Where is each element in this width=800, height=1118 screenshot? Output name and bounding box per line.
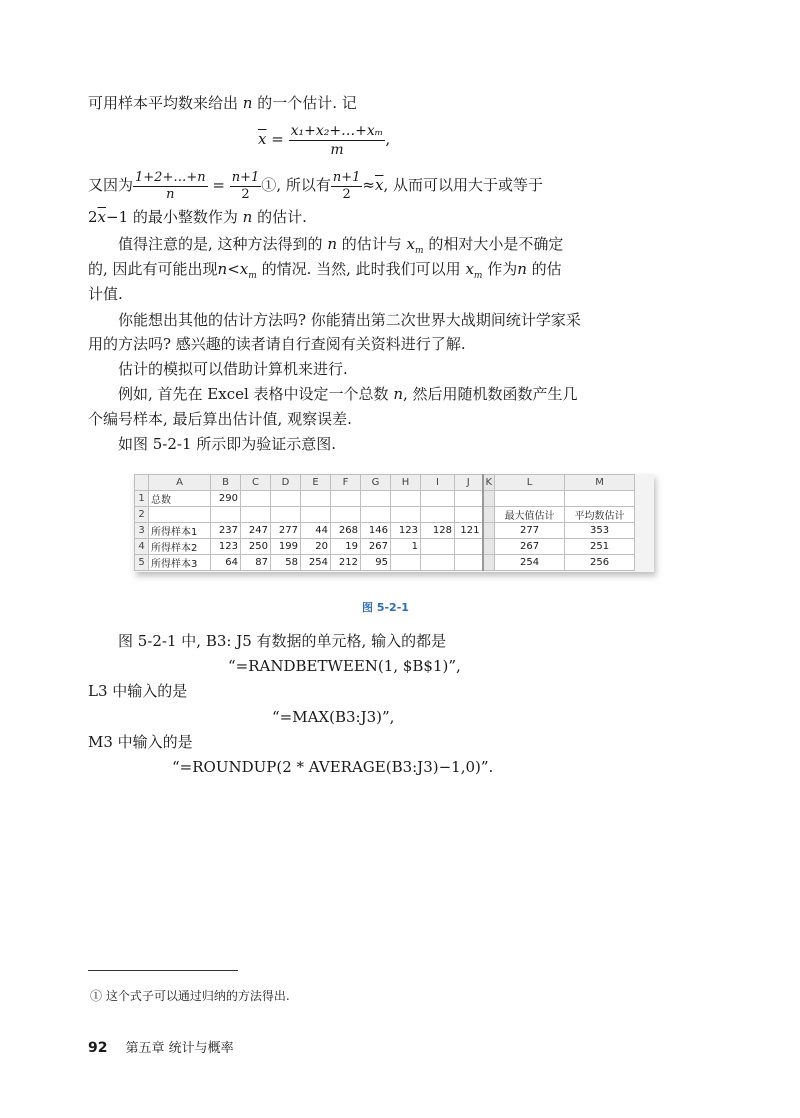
subscript-m: m [473, 271, 483, 281]
cell-max-estimate[interactable]: 最大值估计 [495, 507, 565, 523]
fraction-numerator: 1+2+…+n [135, 169, 206, 185]
text: 的, 因此有可能出现 [88, 260, 218, 278]
paragraph-simulation: 估计的模拟可以借助计算机来进行. [118, 360, 348, 378]
cell-value[interactable]: 250 [241, 539, 271, 555]
cell-value[interactable]: 277 [271, 523, 301, 539]
cell-value[interactable] [301, 507, 331, 523]
cell-value[interactable]: 268 [331, 523, 361, 539]
row-header[interactable]: 4 [135, 539, 149, 555]
text: 的一个估计. 记 [252, 94, 357, 112]
column-header[interactable]: A [149, 475, 211, 491]
cell-k[interactable] [483, 523, 495, 539]
cell-value[interactable] [241, 507, 271, 523]
cell-value[interactable] [455, 555, 483, 571]
cell-value[interactable]: 123 [211, 539, 241, 555]
column-header[interactable]: E [301, 475, 331, 491]
cell-value[interactable]: 254 [301, 555, 331, 571]
cell-value[interactable]: 237 [211, 523, 241, 539]
row-header[interactable]: 5 [135, 555, 149, 571]
cell-value[interactable] [211, 507, 241, 523]
approx-sign: ≈ [362, 176, 375, 194]
text: 例如, 首先在 Excel 表格中设定一个总数 [118, 385, 394, 403]
column-header[interactable]: M [565, 475, 635, 491]
cell-value[interactable] [331, 507, 361, 523]
cell-value[interactable] [421, 507, 455, 523]
equals-sign: = [212, 176, 225, 194]
column-header[interactable]: B [211, 475, 241, 491]
cell-max-estimate[interactable]: 277 [495, 523, 565, 539]
cell-k[interactable] [483, 507, 495, 523]
figure-caption: 图 5-2-1 [362, 601, 409, 614]
cell-max-estimate[interactable]: 267 [495, 539, 565, 555]
x-bar: $\overline{x}$ [258, 130, 267, 148]
column-header[interactable]: H [391, 475, 421, 491]
cell-value[interactable] [271, 491, 301, 507]
text: 的估计. [252, 208, 307, 226]
cell-value[interactable] [301, 491, 331, 507]
estimate-fraction [331, 170, 363, 203]
page-number: 92 [88, 1040, 108, 1056]
row-header[interactable]: 1 [135, 491, 149, 507]
column-header[interactable] [135, 475, 149, 491]
comma: , [385, 130, 391, 148]
text: 值得注意的是, 这种方法得到的 [118, 235, 328, 253]
fraction-denominator: n [166, 186, 175, 202]
cell-label[interactable]: 所得样本1 [149, 523, 211, 539]
table-row [135, 507, 635, 523]
subscript-m: m [248, 271, 257, 281]
text: −1 的最小整数作为 [106, 208, 243, 226]
paragraph-note-line2 [88, 259, 562, 286]
footnote-text: ① 这个式子可以通过归纳的方法得出. [90, 989, 290, 1003]
column-header[interactable]: C [241, 475, 271, 491]
footnote-marker: ① [261, 176, 277, 194]
half-fraction [230, 170, 262, 203]
var-n: n [217, 260, 228, 278]
paragraph-note-line3: 计值. [88, 285, 123, 303]
row-header[interactable]: 2 [135, 507, 149, 523]
column-header[interactable]: G [361, 475, 391, 491]
fraction-denominator: 2 [342, 186, 351, 202]
formula-randbetween: “=RANDBETWEEN(1, $B$1)”, [228, 657, 461, 675]
cell-value[interactable] [455, 539, 483, 555]
cell-k[interactable] [483, 491, 495, 507]
fraction-denominator: 2 [241, 186, 250, 202]
paragraph-question-line1: 你能想出其他的估计方法吗? 你能猜出第二次世界大战期间统计学家采 [118, 311, 581, 329]
sum-fraction [133, 170, 208, 203]
paragraph-sum-identity [88, 165, 543, 205]
row-header[interactable]: 3 [135, 523, 149, 539]
column-header[interactable]: F [331, 475, 361, 491]
cell-value[interactable]: 199 [271, 539, 301, 555]
cell-value[interactable] [331, 491, 361, 507]
paragraph-question-line2: 用的方法吗? 感兴趣的读者请自行查阅有关资料进行了解. [88, 335, 466, 353]
cell-value[interactable] [271, 507, 301, 523]
column-header[interactable]: I [421, 475, 455, 491]
formula-max: “=MAX(B3:J3)”, [272, 708, 395, 726]
var-n: n [393, 385, 403, 403]
equals-sign: = [271, 130, 284, 148]
fraction-numerator: n+1 [332, 169, 361, 185]
cell-k[interactable] [483, 555, 495, 571]
subscript-m: m [415, 246, 424, 256]
x-bar: $\overline{x}$ [97, 208, 107, 226]
cell-label[interactable]: 所得样本2 [149, 539, 211, 555]
mean-formula [258, 118, 390, 160]
cell-value[interactable]: 87 [241, 555, 271, 571]
cell-mean-estimate[interactable] [565, 491, 635, 507]
cell-max-estimate[interactable]: 254 [495, 555, 565, 571]
text: 又因为 [88, 176, 134, 194]
var-n: n [242, 208, 253, 226]
page-footer [88, 1037, 234, 1056]
table-row [135, 491, 635, 507]
cell-label[interactable]: 总数 [149, 491, 211, 507]
var-x: x [406, 235, 415, 253]
cell-value[interactable] [455, 507, 483, 523]
formula-roundup: “=ROUNDUP(2 * AVERAGE(B3:J3)−1,0)”. [172, 758, 494, 776]
cell-max-estimate[interactable] [495, 491, 565, 507]
var-n: n [242, 94, 253, 112]
cell-label[interactable] [149, 507, 211, 523]
paragraph-intro [88, 93, 357, 113]
cell-value[interactable] [391, 491, 421, 507]
cell-value[interactable]: 146 [361, 523, 391, 539]
cell-mean-estimate[interactable]: 平均数估计 [565, 507, 635, 523]
paragraph-m3-desc: M3 中输入的是 [88, 733, 193, 751]
cell-value[interactable] [361, 491, 391, 507]
fraction-numerator: x₁+x₂+…+xₘ [290, 122, 384, 139]
cell-value[interactable]: 123 [391, 523, 421, 539]
paragraph-example-line1 [118, 384, 578, 404]
column-header[interactable]: J [455, 475, 483, 491]
cell-value[interactable]: 121 [455, 523, 483, 539]
paragraph-cells-desc: 图 5-2-1 中, B3: J5 有数据的单元格, 输入的都是 [118, 632, 447, 650]
x-bar: $\overline{x}$ [374, 176, 384, 194]
cell-value[interactable] [241, 491, 271, 507]
fraction-denominator: m [330, 141, 344, 158]
less-than-sign: < [227, 260, 240, 278]
cell-label[interactable]: 所得样本3 [149, 555, 211, 571]
text: , 从而可以用大于或等于 [383, 176, 543, 194]
paragraph-estimate-rule [88, 207, 307, 227]
var-x: x [465, 260, 474, 278]
cell-value[interactable] [421, 491, 455, 507]
text: 的估 [526, 260, 562, 278]
cell-value[interactable]: 128 [421, 523, 455, 539]
spreadsheet-figure [134, 474, 654, 572]
cell-value[interactable] [391, 507, 421, 523]
cell-value[interactable] [361, 507, 391, 523]
table-row [135, 539, 635, 555]
cell-value[interactable]: 95 [361, 555, 391, 571]
cell-value[interactable]: 212 [331, 555, 361, 571]
var-x: x [239, 260, 249, 278]
text: 的估计与 [336, 235, 407, 253]
fraction-numerator: n+1 [231, 169, 260, 185]
paragraph-note-line1 [118, 234, 563, 261]
cell-mean-estimate[interactable]: 353 [565, 523, 635, 539]
table-row [135, 523, 635, 539]
cell-value[interactable] [421, 555, 455, 571]
column-header[interactable]: K [483, 475, 495, 491]
cell-mean-estimate[interactable]: 251 [565, 539, 635, 555]
text: 2 [88, 208, 98, 226]
cell-value[interactable]: 58 [271, 555, 301, 571]
cell-value[interactable] [455, 491, 483, 507]
column-header[interactable]: L [495, 475, 565, 491]
text: 作为 [482, 260, 518, 278]
column-header[interactable]: D [271, 475, 301, 491]
text: 可用样本平均数来给出 [88, 94, 243, 112]
paragraph-figure-ref: 如图 5-2-1 所示即为验证示意图. [118, 435, 337, 453]
mean-fraction [289, 122, 386, 159]
cell-value[interactable] [421, 539, 455, 555]
cell-value[interactable]: 290 [211, 491, 241, 507]
table-row [135, 555, 635, 571]
cell-mean-estimate[interactable]: 256 [565, 555, 635, 571]
cell-value[interactable]: 267 [361, 539, 391, 555]
spreadsheet-table [134, 474, 635, 571]
var-n: n [517, 260, 527, 278]
cell-value[interactable]: 19 [331, 539, 361, 555]
cell-value[interactable]: 44 [301, 523, 331, 539]
paragraph-l3-desc: L3 中输入的是 [88, 682, 188, 700]
cell-value[interactable]: 20 [301, 539, 331, 555]
cell-value[interactable]: 1 [391, 539, 421, 555]
chapter-title: 第五章 统计与概率 [125, 1041, 234, 1056]
text: , 所以有 [276, 176, 331, 194]
cell-value[interactable]: 247 [241, 523, 271, 539]
cell-k[interactable] [483, 539, 495, 555]
paragraph-example-line2: 个编号样本, 最后算出估计值, 观察误差. [88, 410, 352, 428]
text: 的相对大小是不确定 [423, 235, 564, 253]
text: 的情况. 当然, 此时我们可以用 [256, 260, 466, 278]
footnote-divider [88, 970, 238, 971]
cell-value[interactable]: 64 [211, 555, 241, 571]
var-n: n [327, 235, 337, 253]
cell-value[interactable] [391, 555, 421, 571]
text: , 然后用随机数函数产生几 [403, 385, 578, 403]
